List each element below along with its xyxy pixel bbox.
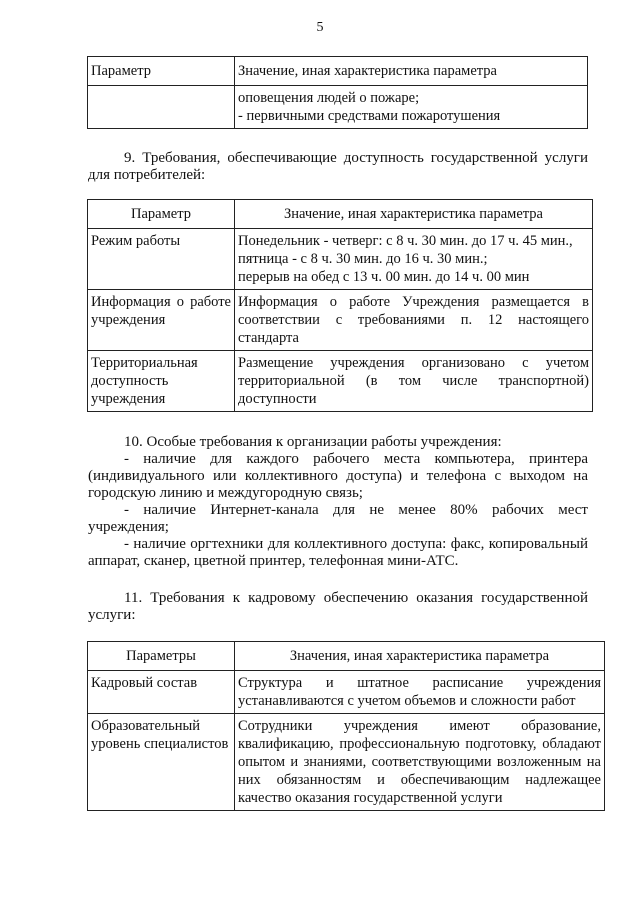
page-number: 5 — [316, 20, 324, 35]
value-cell — [235, 229, 593, 290]
value-cell: Информация о работе Учреждения размещается в соответствии с требованиями п. 12 настоящего стандарта — [235, 290, 593, 351]
staffing-table — [87, 641, 605, 811]
header-value: Значения, иная характеристика параметра — [235, 642, 605, 671]
table-row — [88, 714, 605, 811]
section-11-title: 11. Требования к кадровому обеспечению оказания государственной услуги: — [88, 590, 588, 623]
requirement-item: - наличие Интернет-канала для не менее 80% рабочих мест учреждения; — [88, 502, 588, 535]
section-10 — [88, 434, 588, 570]
param-cell — [88, 86, 235, 129]
param-cell: Информация о работе учреждения — [88, 290, 235, 351]
header-value: Значение, иная характеристика параметра — [235, 57, 588, 86]
param-cell: Территориальная доступность учреждения — [88, 351, 235, 412]
value-line: перерыв на обед с 13 ч. 00 мин. до 14 ч. 00 мин — [238, 269, 530, 285]
section-10-title: 10. Особые требования к организации работы учреждения: — [124, 434, 502, 450]
value-line: оповещения людей о пожаре; — [238, 90, 420, 106]
table-row — [88, 351, 593, 412]
param-cell: Режим работы — [88, 229, 235, 290]
requirement-item: - наличие для каждого рабочего места компьютера, принтера (индивидуального или коллективного доступа) и телефона с выходом на городскую линию и междугородную связь; — [88, 451, 588, 501]
param-cell: Образовательный уровень специалистов — [88, 714, 235, 811]
value-line: - первичными средствами пожаротушения — [238, 108, 501, 124]
section-9-title: 9. Требования, обеспечивающие доступность государственной услуги для потребителей: — [88, 150, 588, 183]
param-cell: Кадровый состав — [88, 671, 235, 714]
value-line: пятница - с 8 ч. 30 мин. до 16 ч. 30 мин.; — [238, 251, 488, 267]
table-header-row — [88, 200, 593, 229]
header-value: Значение, иная характеристика параметра — [235, 200, 593, 229]
value-cell: Размещение учреждения организовано с учетом территориальной (в том числе транспортной) доступности — [235, 351, 593, 412]
accessibility-table — [87, 199, 593, 412]
table-row — [88, 229, 593, 290]
requirement-item: - наличие оргтехники для коллективного доступа: факс, копировальный аппарат, сканер, цветной принтер, телефонная мини-АТС. — [88, 536, 588, 569]
table-row — [88, 290, 593, 351]
table-row — [88, 671, 605, 714]
header-parameter: Параметры — [88, 642, 235, 671]
value-cell: Структура и штатное расписание учреждения устанавливаются с учетом объемов и сложности работ — [235, 671, 605, 714]
table-header-row — [88, 642, 605, 671]
table-header-row — [88, 57, 588, 86]
header-parameter: Параметр — [88, 200, 235, 229]
value-line: Понедельник - четверг: с 8 ч. 30 мин. до 17 ч. 45 мин., — [238, 233, 573, 249]
continuation-table — [87, 56, 588, 129]
table-row — [88, 86, 588, 129]
value-cell — [235, 86, 588, 129]
header-parameter: Параметр — [88, 57, 235, 86]
value-cell: Сотрудники учреждения имеют образование, квалификацию, профессиональную подготовку, обладают опытом и знаниями, соответствующими возложенным на них обязанностям и обеспечивающим надлежащее качество оказания государственной услуги — [235, 714, 605, 811]
